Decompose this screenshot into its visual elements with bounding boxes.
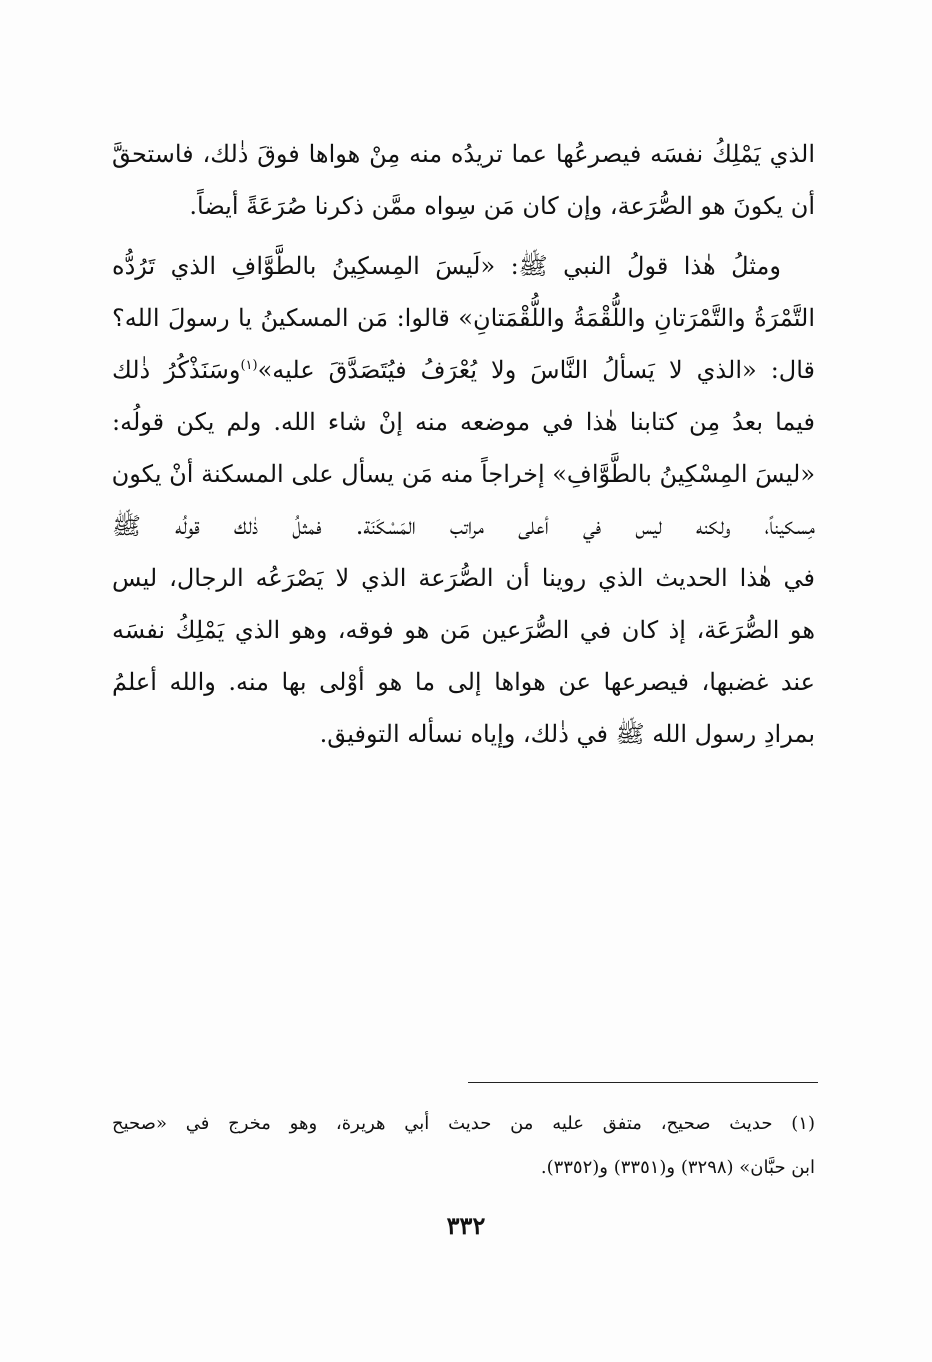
- text-line: في هٰذا الحديث الذي روينا أن الصُّرَعة الذي لا يَصْرَعُه الرجال، ليس: [112, 564, 815, 592]
- text-line: هو الصُّرَعَة، إذ كان في الصُّرَعين مَن هو فوقه، وهو الذي يَمْلِكُ نفسَه: [112, 616, 815, 644]
- footnote-line: ابن حبَّان» (٣٢٩٨) و(٣٣٥١) و(٣٣٥٢).: [540, 1157, 815, 1178]
- text-line: الذي يَمْلِكُ نفسَه فيصرعُها عما تريدُه منه مِنْ هواها فوقَ ذٰلك، فاستحقَّ: [112, 140, 815, 168]
- page-number: ٣٣٢: [446, 1211, 486, 1240]
- text-line: عند غضبها، فيصرعها عن هواها إلى ما هو أوْلى بها منه. والله أعلمُ: [112, 668, 815, 696]
- paragraph: [112, 240, 815, 760]
- text-line: ومثلُ هٰذا قولُ النبي ﷺ: «لَيسَ المِسكِينُ بالطَّوَّافِ الذي تَرُدُّه: [112, 252, 781, 280]
- text-line: [112, 344, 815, 396]
- text-line: أن يكونَ هو الصُّرَعة، وإن كان مَن سِواه ممَّن ذكرنا صُرَعَةً أيضاً.: [189, 192, 815, 220]
- paragraph: [112, 128, 815, 232]
- footnote-line: (١) حديث صحيح، متفق عليه من حديث أبي هريرة، وهو مخرج في «صحيح: [112, 1113, 815, 1134]
- text-line: التَّمْرَةُ والتَّمْرَتانِ واللُّقْمَةُ واللُّقْمَتانِ» قالوا: مَن المسكينُ يا رسولَ الله؟: [112, 304, 815, 332]
- main-text: [112, 128, 815, 760]
- text-line: مِسكيناً، ولكنه ليس في أعلى مراتب المَسْكَنَة. فمثلُ ذٰلك قولُه ﷺ: [112, 512, 815, 540]
- footnote-reference[interactable]: (١): [240, 358, 258, 373]
- quote-continuation: وسَنَذْكُرُ ذٰلك: [112, 356, 241, 384]
- text-line: فيما بعدُ مِن كتابنا هٰذا في موضعه منه إنْ شاء الله. ولم يكن قولُه:: [112, 408, 815, 436]
- text-line: بمرادِ رسول الله ﷺ في ذٰلك، وإياه نسأله التوفيق.: [319, 720, 815, 748]
- footnotes: [112, 1102, 815, 1190]
- quote-text: قال: «الذي لا يَسألُ النَّاسَ ولا يُعْرَفُ فيُتَصَدَّقَ عليه»: [257, 356, 815, 384]
- footnote-divider: [468, 1082, 818, 1083]
- text-line: «ليسَ المِسْكِينُ بالطَّوَّافِ» إخراجاً منه مَن يسأل على المسكنة أنْ يكون: [112, 460, 815, 488]
